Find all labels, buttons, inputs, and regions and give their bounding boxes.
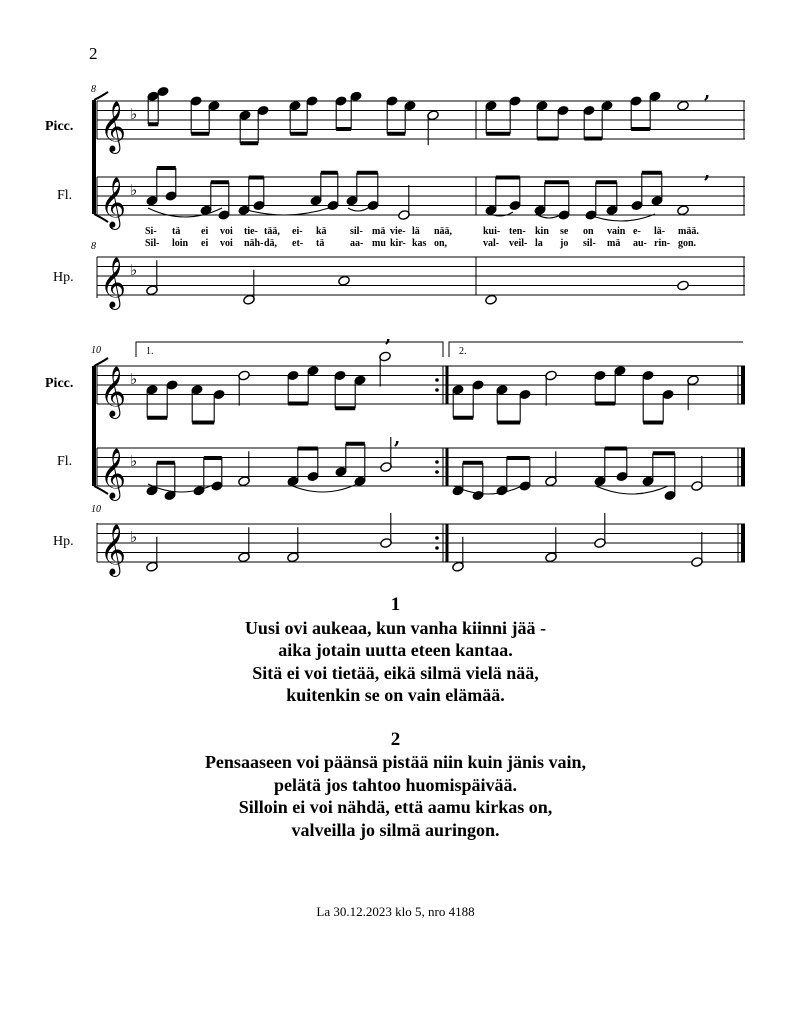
- key-signature-flat: ♭: [130, 452, 138, 470]
- notes: [146, 351, 704, 572]
- treble-clef: 𝄞: [100, 448, 127, 499]
- lyric-syllable: dä,: [264, 238, 278, 249]
- svg-text:,: ,: [704, 162, 711, 183]
- key-signature-flat: ♭: [130, 261, 138, 279]
- whole-note: [338, 275, 351, 286]
- lyric-syllable: kas: [412, 238, 427, 249]
- slur: [348, 208, 368, 211]
- whole-note: [677, 280, 690, 291]
- verse-number: 1: [390, 594, 401, 615]
- lyric-syllable: val-: [483, 238, 500, 249]
- measure-number: 8: [91, 84, 96, 95]
- verse-line: valveilla jo silmä auringon.: [291, 819, 500, 840]
- lyric-syllable: aa-: [350, 238, 364, 249]
- instrument-label-flute: Fl.: [57, 188, 73, 203]
- slur: [288, 484, 357, 492]
- lyric-syllable: gon.: [678, 238, 697, 249]
- key-signature-flat: ♭: [130, 105, 138, 123]
- lyric-syllable: tie-: [244, 226, 258, 237]
- lyric-syllable: kin: [535, 226, 549, 237]
- lyric-syllable: lä-: [654, 226, 666, 237]
- lyric-syllable: mä: [372, 226, 386, 237]
- lyric-syllable: tä: [316, 238, 325, 249]
- svg-text:,: ,: [394, 428, 401, 449]
- system-1: [45, 82, 745, 310]
- lyrics: [145, 226, 699, 249]
- lyric-syllable: la: [535, 238, 543, 249]
- lyric-syllable: näh-: [244, 238, 264, 249]
- verses: [0, 594, 791, 841]
- verse-number: 2: [390, 728, 401, 750]
- lyric-syllable: ei-: [292, 226, 303, 237]
- repeat-dot: [435, 388, 439, 392]
- repeat-dot: [435, 460, 439, 464]
- footer-date: La 30.12.2023 klo 5, nro 4188: [316, 904, 475, 919]
- measure-number: 8: [91, 241, 96, 252]
- lyric-syllable: kui-: [483, 226, 501, 237]
- instrument-label-piccolo: Picc.: [45, 119, 74, 134]
- verse-line: kuitenkin se on vain elämää.: [286, 685, 505, 705]
- lyric-syllable: Si-: [145, 226, 157, 237]
- lyric-syllable: sil-: [583, 238, 596, 249]
- whole-note: [677, 100, 690, 111]
- lyric-syllable: sil-: [350, 226, 363, 237]
- instrument-label-harp: Hp.: [53, 534, 74, 549]
- verse-2: [0, 729, 791, 842]
- lyric-syllable: voi: [220, 226, 233, 237]
- treble-clef: 𝄞: [100, 177, 127, 228]
- lyric-syllable: kä: [316, 226, 327, 237]
- slur: [148, 484, 215, 492]
- key-signature-flat: ♭: [130, 370, 138, 388]
- verse-line: Uusi ovi aukeaa, kun vanha kiinni jää -: [244, 617, 547, 638]
- lyric-syllable: jo: [560, 238, 569, 249]
- system-2: [45, 326, 745, 577]
- lyric-syllable: vie-: [390, 226, 406, 237]
- staff-harp: [97, 524, 745, 577]
- verse-line: pelätä jos tahtoo huomispäivää.: [273, 774, 518, 795]
- treble-clef: 𝄞: [100, 366, 127, 417]
- lyric-syllable: veil-: [509, 238, 528, 249]
- verse-line: aika jotain uutta eteen kantaa.: [278, 640, 513, 660]
- lyric-syllable: au-: [633, 238, 647, 249]
- verse-line: Sitä ei voi tietää, eikä silmä vielä nää,: [252, 662, 539, 683]
- lyric-syllable: ten-: [509, 226, 526, 237]
- lyric-syllable: ei: [201, 226, 209, 237]
- repeat-dot: [435, 536, 439, 540]
- verse-line: Silloin ei voi nähdä, että aamu kirkas on,: [238, 797, 553, 817]
- verse-1: [0, 594, 791, 707]
- instrument-label-piccolo: Picc.: [45, 376, 74, 391]
- lyric-syllable: ei: [201, 238, 209, 249]
- staff-harp: [97, 257, 745, 310]
- lyric-syllable: Sil-: [145, 238, 160, 249]
- treble-clef: 𝄞: [100, 524, 127, 575]
- lyric-syllable: voi: [220, 238, 233, 249]
- lyric-syllable: et-: [292, 238, 304, 249]
- treble-clef: 𝄞: [100, 101, 127, 152]
- lyric-syllable: se: [560, 226, 569, 237]
- page-number: 2: [89, 44, 98, 63]
- lyric-syllable: mu: [372, 238, 386, 249]
- lyric-syllable: kir-: [390, 238, 406, 249]
- lyric-syllable: rin-: [654, 238, 671, 249]
- lyric-syllable: tä: [172, 226, 181, 237]
- second-ending-bracket: [449, 342, 743, 357]
- lyric-syllable: nää,: [434, 226, 453, 237]
- repeat-dot: [435, 546, 439, 550]
- measure-number: 10: [91, 504, 101, 515]
- repeat-dot: [435, 378, 439, 382]
- lyric-syllable: e-: [633, 226, 641, 237]
- slur: [240, 208, 329, 215]
- first-ending-bracket: [136, 342, 443, 357]
- lyric-syllable: on,: [434, 238, 448, 249]
- lyric-syllable: vain: [607, 226, 626, 237]
- slur: [454, 486, 522, 494]
- repeat-dot: [435, 470, 439, 474]
- lyric-syllable: on: [583, 226, 594, 237]
- key-signature-flat: ♭: [130, 181, 138, 199]
- slur: [596, 486, 668, 494]
- lyric-syllable: mä: [607, 238, 621, 249]
- lyric-syllable: mää.: [678, 226, 699, 237]
- key-signature-flat: ♭: [130, 528, 138, 546]
- second-ending-label: 2.: [459, 346, 467, 357]
- whole-note: [485, 294, 498, 305]
- verse-line: Pensaaseen voi päänsä pistää niin kuin jänis vain,: [204, 752, 587, 772]
- first-ending-label: 1.: [146, 346, 154, 357]
- staff-flute: [97, 177, 745, 230]
- lyric-syllable: loin: [172, 238, 189, 249]
- lyric-syllable: lä: [412, 226, 420, 237]
- instrument-label-harp: Hp.: [53, 270, 74, 285]
- instrument-label-flute: Fl.: [57, 454, 73, 469]
- measure-number: 10: [91, 345, 101, 356]
- treble-clef: 𝄞: [100, 257, 127, 308]
- svg-text:,: ,: [704, 82, 711, 103]
- lyric-syllable: tää,: [264, 226, 280, 237]
- svg-text:,: ,: [385, 326, 392, 347]
- whole-note: [677, 205, 690, 216]
